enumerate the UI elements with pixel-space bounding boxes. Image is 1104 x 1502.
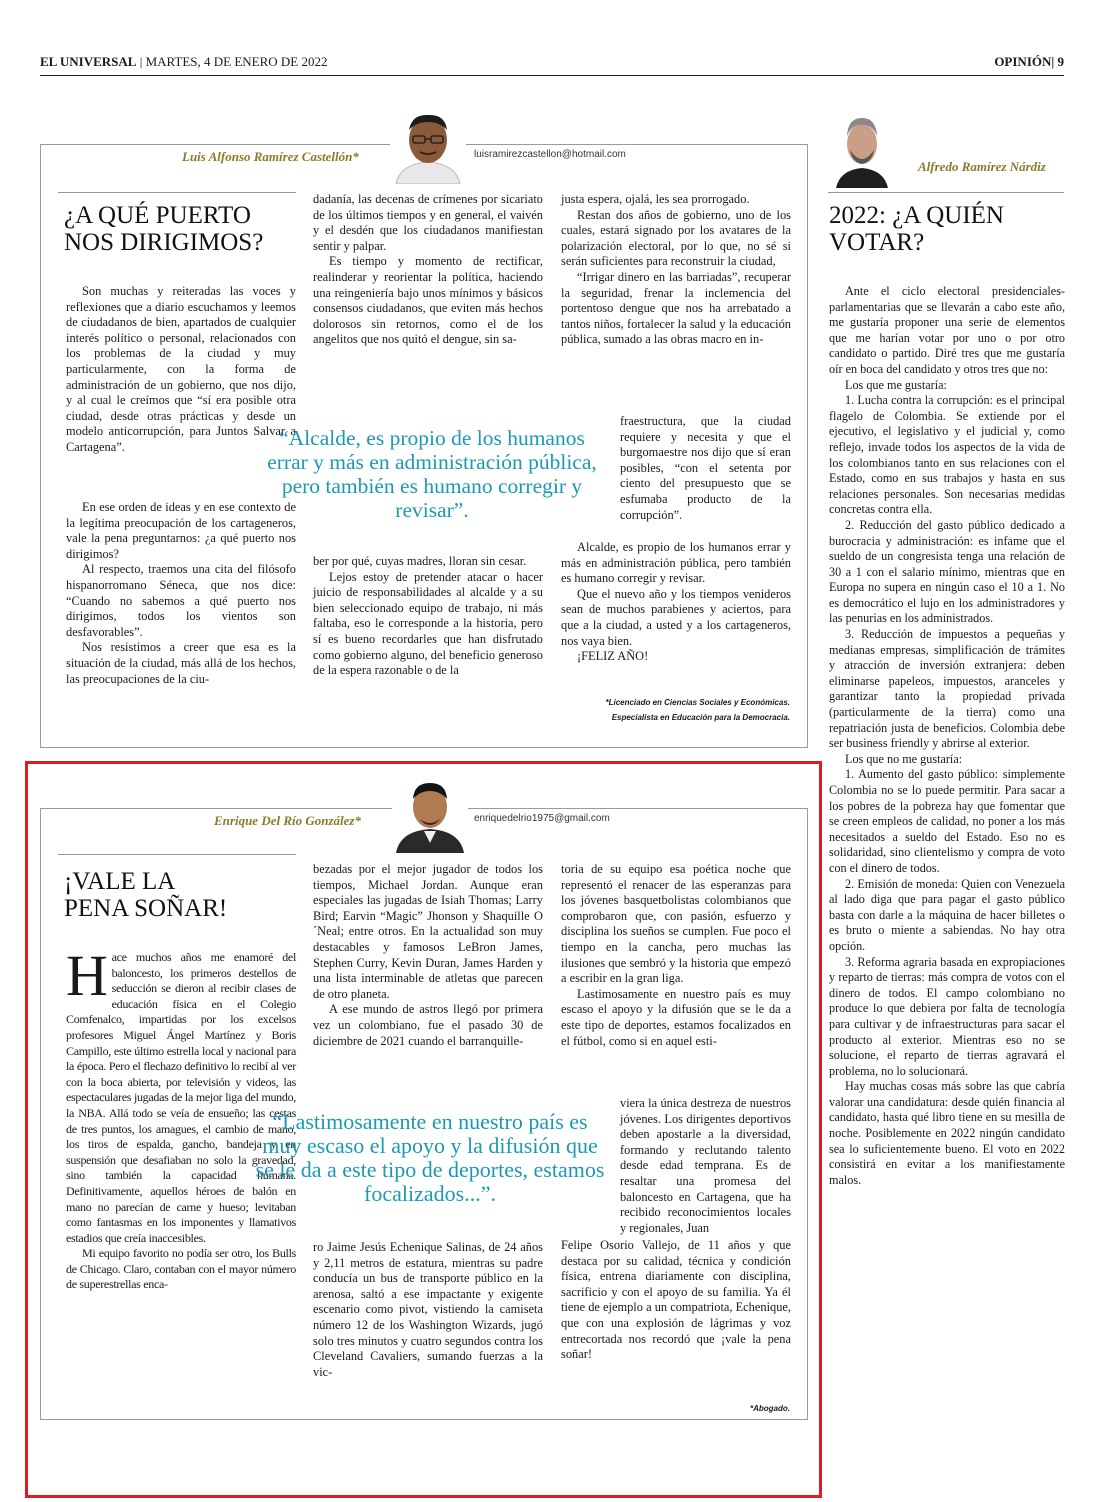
article-1-column-3 <box>561 192 791 348</box>
paragraph: Restan dos años de gobierno, uno de los cuales, estará signado por los avatares de la polarización electoral, por lo que, no sé si serán suficientes para reconstruir la ciudad, <box>561 207 791 269</box>
paragraph: Lastimosamente en nuestro país es muy escaso el apoyo y la difusión que se le da a este tipo de deportes, estamos focalizados en el fútbol, como si en aquel esti- <box>561 986 791 1048</box>
paragraph: Que el nuevo año y los tiempos venideros sean de muchos parabienes y aciertos, para que a la ciudad, a usted y a los cartageneros, nos vaya bien. <box>561 586 791 648</box>
dropcap: H <box>66 943 108 1008</box>
paragraph: toria de su equipo esa poética noche que representó el renacer de las esperanzas para los jóvenes basquetbolistas colombianos que comprobaron que, con pasión, esfuerzo y disciplina los sueños se cumplen. Fue poco el tiempo en la cancha, pero muchas las ilusiones que sembró y la historia que empezó a escribir en la gran liga. <box>561 862 791 986</box>
page-header <box>40 50 1064 76</box>
article-2-email: enriquedelrio1975@gmail.com <box>474 813 610 824</box>
paragraph: “Irrigar dinero en las barriadas”, recuperar la seguridad, frenar la inclemencia del portentoso dengue que nos ha arrebatado a tantos niños, fortalecer la salud y la educación pública, sumado a las obras macro en in- <box>561 269 791 347</box>
paragraph: 1. Aumento del gasto público: simplemente Colombia no se lo puede permitir. Para sacar a los pobres de la pobreza hay que fomentar que se creen empleos de calidad, no poner a los más necesitados a sueldo del Estado. Eso no es solidaridad, sino clientelismo y compra de voto con el dinero de todos. <box>829 767 1065 875</box>
paragraph: 3. Reducción de impuestos a pequeñas y medianas empresas, simplificación de trámites y atracción de inversión extranjera: deben eliminarse papeleos, impuestos, aranceles y garantizar tanto la propiedad privada (particularmente de la tierra) como una repatriación justa de beneficios. Colombia debe ser business friendly y abrirse al exterior. <box>829 627 1065 751</box>
paragraph: dadanía, las decenas de crímenes por sicariato de los últimos tiempos y en general, el vaivén y el desdén que los ciudadanos manifiestan sentir y palpar. <box>313 192 543 253</box>
paragraph: fraestructura, que la ciudad requiere y necesita y que el burgomaestre nos dijo que sí eran posibles, “con el setenta por ciento del presupuesto que se esfumaba producto de la corrupción”. <box>620 414 791 522</box>
author-portrait-icon <box>836 112 888 188</box>
paragraph: ro Jaime Jesús Echenique Salinas, de 24 años y 2,11 metros de estatura, mientras su padre conducía un bus de transporte público en la arenosa, saltó a ese impactante y exigente escenario como pivot, vistiendo la camiseta número 12 de los Washington Wizards, jugó solo tres minutos y cuatro segundos contra los Cleveland Cavaliers, sumando fuerzas a la vic- <box>313 1240 543 1379</box>
headline-line-1: ¿A QUÉ PUERTO <box>64 202 251 229</box>
paragraph: A ese mundo de astros llegó por primera vez un colombiano, fue el pasado 30 de diciembre de 2021 cuando el barranquille- <box>313 1002 543 1048</box>
paragraph: Nos resistimos a creer que esa es la situación de la ciudad, más allá de los hechos, las preocupaciones de la ciu- <box>66 640 296 686</box>
paragraph: Los que me gustaría: <box>845 377 947 392</box>
article-1-headline <box>64 202 263 256</box>
article-1-footnote <box>560 698 790 722</box>
paragraph: Al respecto, traemos una cita del filósofo hispanorromano Séneca, que nos dice: “Cuando no sabemos a qué puerto nos dirigimos, todos los vientos son desfavorables”. <box>66 562 296 639</box>
paragraph: Alcalde, es propio de los humanos errar y más en administración pública, pero también es humano corregir y revisar. <box>561 540 791 586</box>
article-2-footnote: *Abogado. <box>750 1404 790 1413</box>
paper-name: EL UNIVERSAL <box>40 54 137 69</box>
article-1-column-3-wrap <box>620 414 791 523</box>
page-number: 9 <box>1057 54 1064 69</box>
paragraph: Mi equipo favorito no podía ser otro, los Bulls de Chicago. Claro, contaban con el mayor número de superestrellas enca- <box>66 1246 296 1292</box>
masthead: EL UNIVERSAL | MARTES, 4 DE ENERO DE 2022 <box>40 54 328 69</box>
article-1-rule <box>58 192 296 193</box>
paragraph: Lejos estoy de pretender atacar o hacer juicio de responsabilidades al alcalde y a su bien seleccionado equipo de trabajo, ni más faltaba, eso le corresponde a la historia, pero sí es bueno recordarles que han disfrutado como gobierno alguno, del beneficio generoso de la espera razonable o de la <box>313 569 543 678</box>
paragraph: Son muchas y reiteradas las voces y reflexiones que a diario escuchamos y leemos de ciudadanos de bien, apartados de cualquier interés político o personal, relacionados con los problemas de la ciudad y muy particularmente, con la forma de administración de un gobierno, que nos dijo, y al cual le creímos que “sí era posible otra ciudad, desde otras prácticas y desde un modelo anticorrupción, para Juntos Salvar a Cartagena”. <box>66 284 296 454</box>
article-3-headline <box>829 202 1004 256</box>
article-3-author-photo <box>836 112 888 188</box>
paragraph: 2. Reducción del gasto público dedicado a burocracia y administración: es infame que el sueldo de un congresista tenga una relación de 30 a 1 con el salario mínimo, mientras que en Europa no supera en ningún caso el 10 a 1. No es democrático el lujo en los administradores y las penurias en los administrados. <box>829 517 1065 626</box>
article-1-email: luisramirezcastellon@hotmail.com <box>474 149 626 160</box>
article-1-column-2 <box>313 192 543 348</box>
paragraph: ace muchos años me enamoré del baloncesto, los primeros destellos de seducción se dieron al recibir clases de educación física en el Colegio Comfenalco, impartidas por los excelsos profesores Miguel Ángel Martínez y Boris Campillo, este último estrella local y nacional para la época. Pero el flechazo definitivo lo recibí al ver con la boca abierta, por televisión y videos, las espectaculares jugadas de la mejor liga del mundo, la NBA. Allá todo se veía de ensueño; las cestas de tres puntos, los amagues, el cambio de mano, los tiros de espalda, gancho, bandeja y en suspensión que desafiaban no solo la gravedad, sino también la capacidad humana. Definitivamente, aquellos héroes de balón en mano no parecían de carne y hueso; levitaban como fantasmas en los imponentes y llamativos estadios que creía inaccesibles. <box>66 950 296 1245</box>
headline-line-1: 2022: ¿A QUIÉN <box>829 202 1004 229</box>
paragraph: 3. Reforma agraria basada en expropiaciones y reparto de tierras: más compra de votos con el dinero de todos. El campo colombiano no produce lo que debiera por falta de tecnología para cultivar y de infraestructuras para sacar el producto al exterior. Mientras eso no se solucione, el reparto de tierras agravará el problema, no lo solucionará. <box>829 954 1065 1078</box>
headline-line-1: ¡VALE LA <box>64 868 176 895</box>
article-3-column <box>829 284 1065 1188</box>
headline-line-2: PENA SOÑAR! <box>64 895 228 922</box>
paragraph: ¡FELIZ AÑO! <box>577 649 649 664</box>
section-name: OPINIÓN <box>994 54 1052 69</box>
paragraph: Los que no me gustaría: <box>845 751 963 766</box>
author-portrait-icon <box>390 108 466 184</box>
paragraph: 2. Emisión de moneda: Quien con Venezuela al lado diga que para pagar el gasto público basta con darle a la máquina de hacer billetes o es bruto o miente a sabiendas. No hay otra opción. <box>829 876 1065 953</box>
paragraph: bezadas por el mejor jugador de todos los tiempos, Michael Jordan. Aunque eran especiales las jugadas de Isiah Thomas; Larry Bird; Earvin “Magic” Jhonson y Shaquille O´Neal; entre otros. En la actualidad son muy destacables y famosos LeBron James, Stephen Curry, Kevin Duran, James Harden y una lista interminable de atletas que parecen de otro planeta. <box>313 862 543 1001</box>
article-2-author: Enrique Del Río González* <box>214 813 361 828</box>
headline-line-2: NOS DIRIGIMOS? <box>64 229 264 256</box>
highlight-frame <box>25 761 822 1498</box>
article-1-author: Luis Alfonso Ramírez Castellón* <box>182 149 359 164</box>
footnote-line-2: Especialista en Educación para la Democracia. <box>611 713 790 722</box>
article-1-column-1-lower <box>66 500 296 687</box>
article-3-author: Alfredo Ramírez Nárdiz <box>918 159 1046 174</box>
paragraph: 1. Lucha contra la corrupción: es el principal flagelo de Colombia. Se extiende por el ejecutivo, el legislativo y el judicial y, como reflejo, invade todos los aspectos de la vida de los colombianos tanto en sus relaciones con el Estado, como en sus trabajos y hasta en sus relaciones personales. Son necesarias medidas concretas contra ella. <box>829 393 1065 517</box>
paragraph: Es tiempo y momento de rectificar, realinderar y reorientar la política, haciendo una reingeniería bajo unos mínimos y básicos consensos ciudadanos, que eviten más hechos dolorosos sin retornos, como el de los angelitos que nos quitó el dengue, sin sa- <box>313 254 543 347</box>
paragraph: justa espera, ojalá, les sea prorrogado. <box>561 192 750 206</box>
paragraph: Felipe Osorio Vallejo, de 11 años y que destaca por su calidad, técnica y condición física, entrena diariamente con disciplina, sacrificio y con el apoyo de su familia. Ya él tiene de ejemplo a un compatriota, Echenique, que con una explosión de lágrimas y voz entrecortada nos recordó que ¡vale la pena soñar! <box>561 1238 791 1362</box>
article-2-pullquote: “Lastimosamente en nuestro país es muy escaso el apoyo y la difusión que se le da a este tipo de deportes, estamos focalizados...”. <box>255 1109 605 1206</box>
article-3-rule <box>828 192 1064 193</box>
paragraph: Ante el ciclo electoral presidenciales-parlamentarias que se llevarán a cabo este año, me gustaría proponer una serie de elementos que me harían votar por uno o por otro candidato o partido. Diré tres que me gustaría oír en boca del candidato y otros tres que no: <box>829 284 1065 376</box>
paragraph: viera la única destreza de nuestros jóvenes. Los dirigentes deportivos deben apostarle a la diversidad, formando y reclutando talento desde edad temprana. Es de resaltar una promesa del baloncesto en Cartagena, que ha recibido reconocimientos locales y regionales, Juan <box>620 1096 791 1235</box>
article-1-column-2-lower <box>313 554 543 679</box>
headline-line-2: VOTAR? <box>829 229 925 256</box>
article-1-column-3-lower <box>561 540 791 665</box>
paragraph: Hay muchas cosas más sobre las que cabría valorar una candidatura: desde quién financia al candidato, hasta qué libro tiene en su mesilla de noche. Posiblemente en 2022 ningún candidato sea lo suficientemente bueno. El voto en 2022 consistirá en evitar a los manifiestamente malos. <box>829 1079 1065 1187</box>
paragraph: ber por qué, cuyas madres, lloran sin cesar. <box>313 554 527 568</box>
footnote-line-1: *Licenciado en Ciencias Sociales y Económicas. <box>605 698 790 707</box>
section-label: OPINIÓN| 9 <box>994 54 1064 69</box>
paragraph: En ese orden de ideas y en ese contexto de la legítima preocupación de los cartageneros, vale la pena preguntarnos: ¿a qué puerto nos dirigimos? <box>66 500 296 561</box>
article-1-author-photo <box>390 108 466 184</box>
issue-date: MARTES, 4 DE ENERO DE 2022 <box>145 54 328 69</box>
article-1-pullquote: “Alcalde, es propio de los humanos errar y más en administración pública, pero también es humano corregir y revisar”. <box>267 426 597 522</box>
